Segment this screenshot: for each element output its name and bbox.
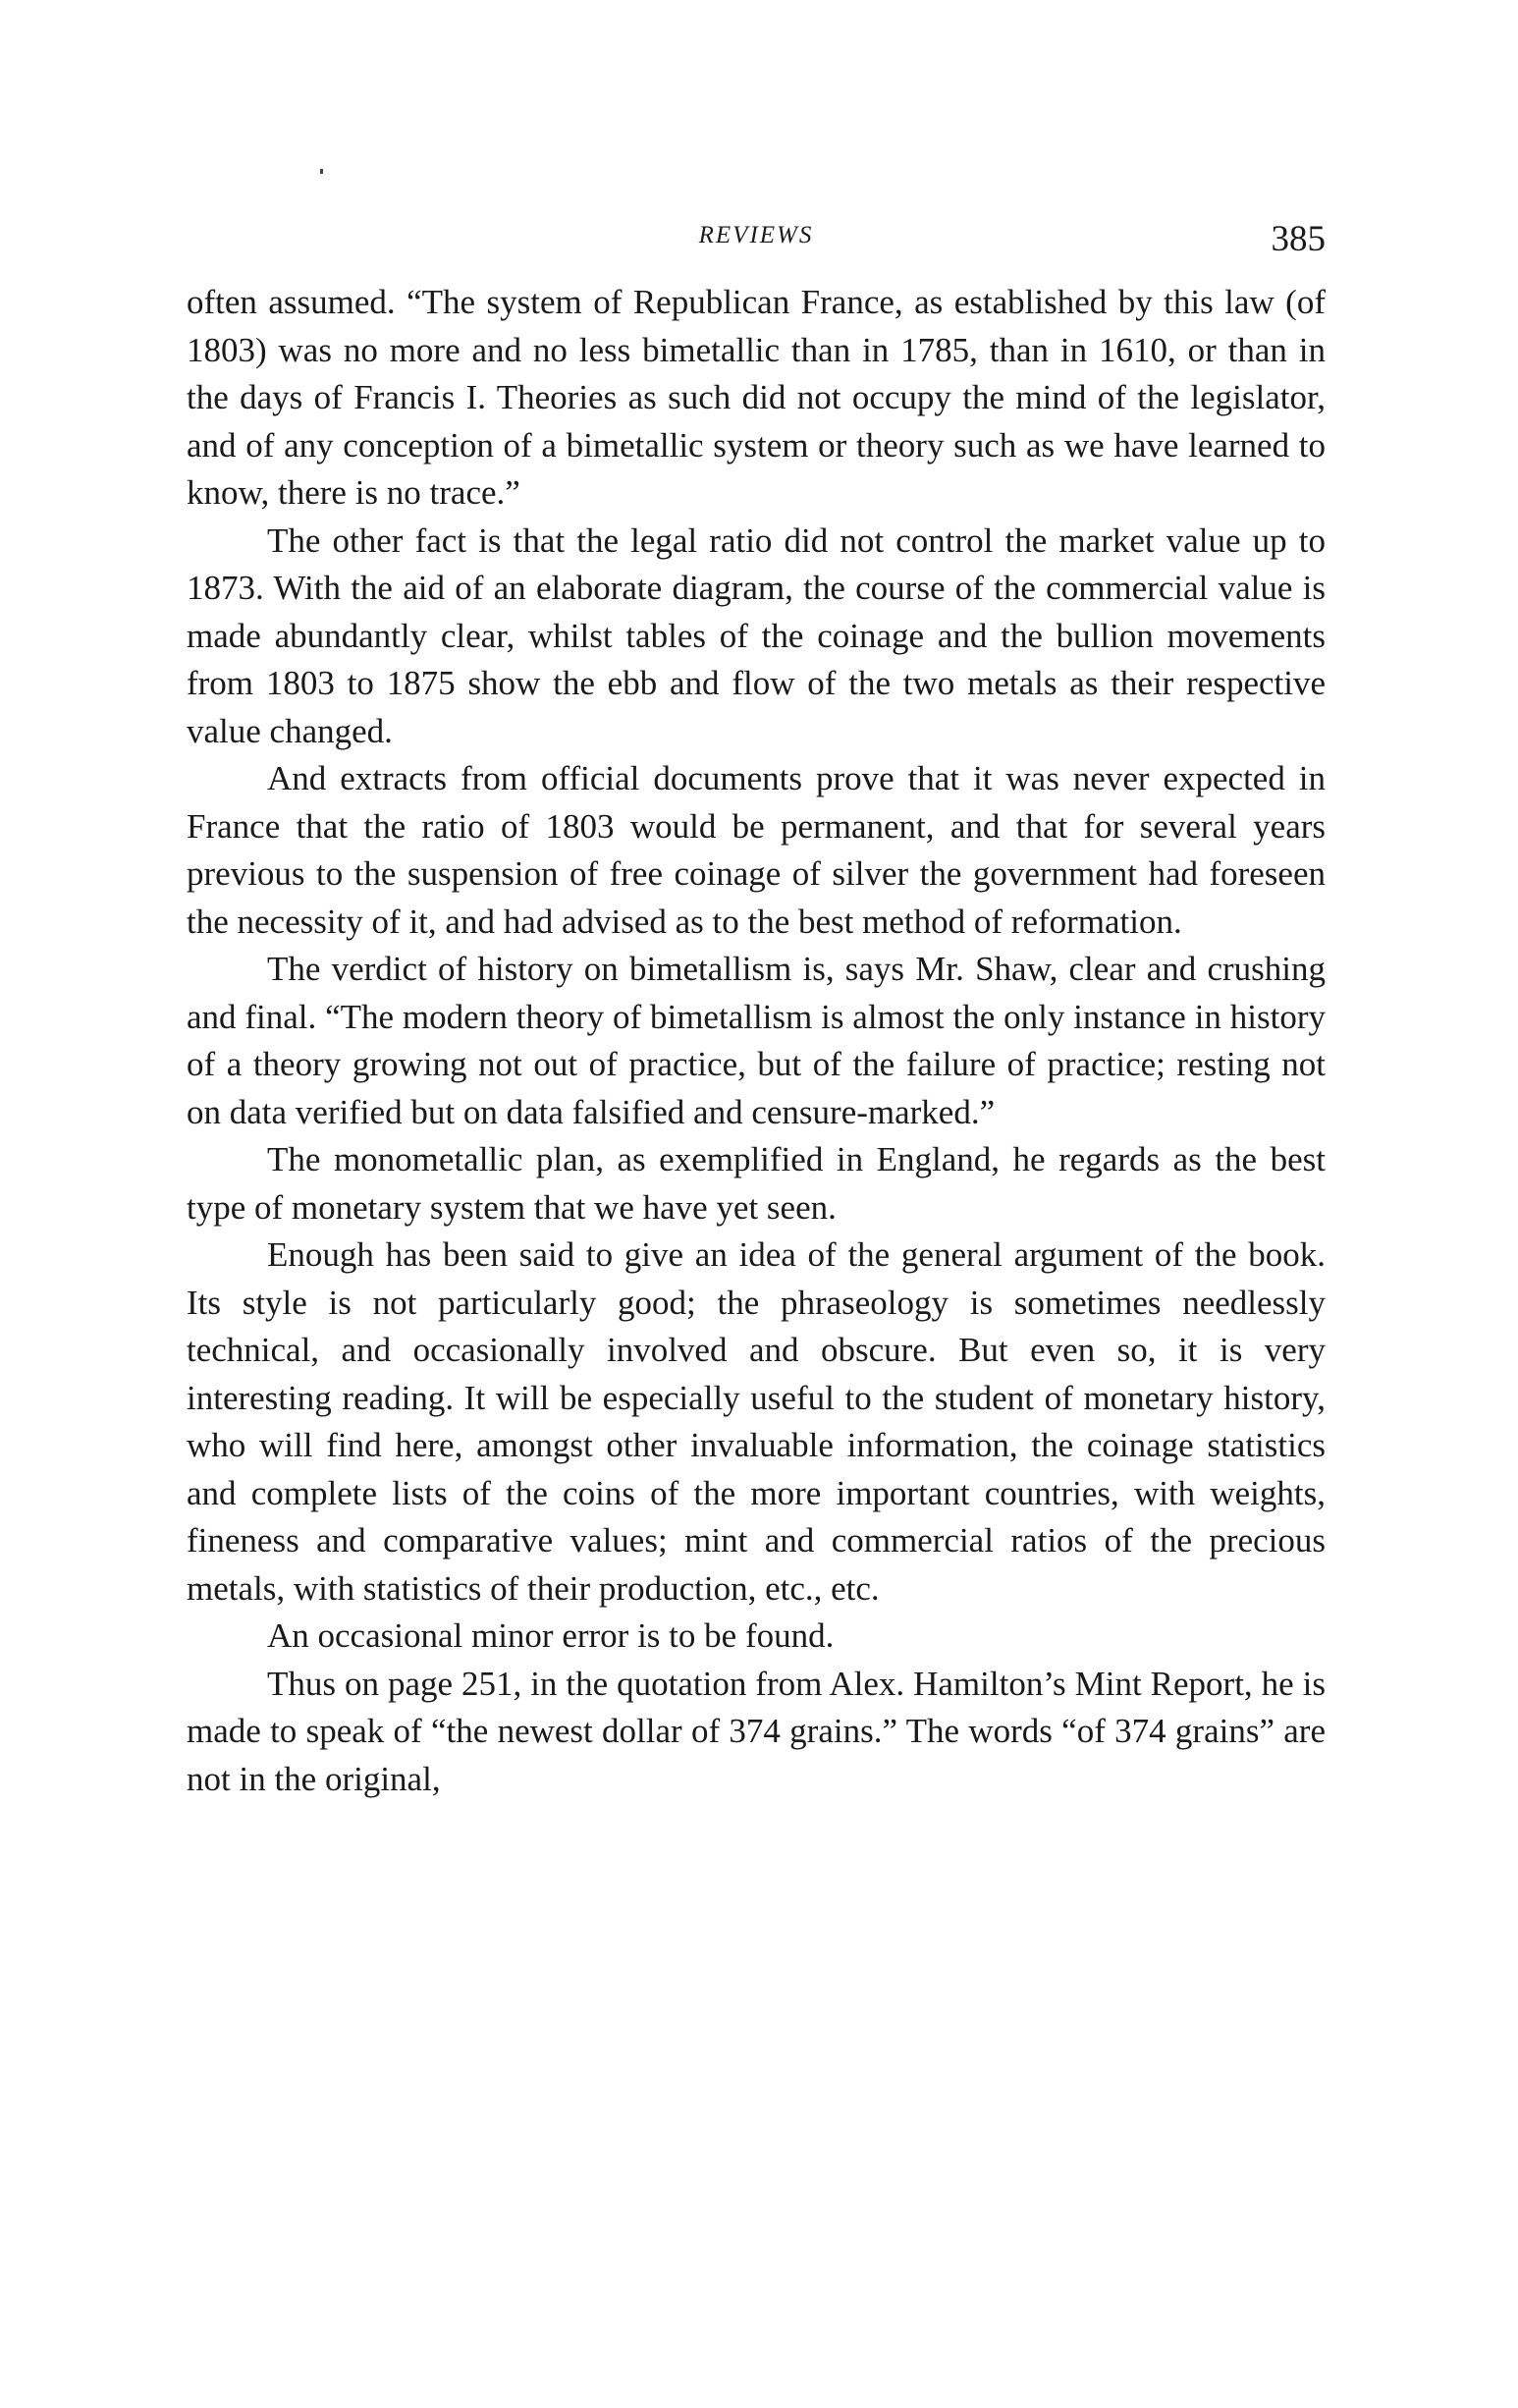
paragraph-8: Thus on page 251, in the quotation from Alex. Hamilton’s Mint Report, he is made to speak of “the newest dollar of 374 grains.” The words “of 374 grains” are not in the original, <box>187 1664 1326 1798</box>
paragraph-6: Enough has been said to give an idea of the general argument of the book. Its style is not particularly good; the phraseology is sometimes needlessly technical, and occasionally involved and obscure. But even so, it is very interesting reading. It will be especially useful to the student of monetary history, who will find here, amongst other invaluable information, the coinage statistics and complete lists of the coins of the more important countries, with weights, fineness and comparative values; mint and commercial ratios of the precious metals, with statistics of their production, etc., etc. <box>187 1235 1326 1608</box>
paragraph-4: The verdict of history on bimetallism is, says Mr. Shaw, clear and crushing and final. “The modern theory of bimetallism is almost the only instance in history of a theory growing not out of practice, but of the failure of practice; resting not on data verified but on data falsified and censure-marked.” <box>187 950 1326 1131</box>
paragraph-3: And extracts from official documents prove that it was never expected in France that the ratio of 1803 would be permanent, and that for several years previous to the suspension of free coinage of silver the government had foreseen the necessity of it, and had advised as to the best method of reformation. <box>187 759 1326 941</box>
paragraph-1: often assumed. “The system of Republican France, as established by this law (of 1803) was no more and no less bimetallic than in 1785, than in 1610, or than in the days of Francis I. Theories as such did not occupy the mind of the legislator, and of any conception of a bimetallic system or theory such as we have learned to know, there is no trace.” <box>187 283 1326 512</box>
page-header <box>187 218 1326 267</box>
print-speck <box>320 169 323 174</box>
paragraph-2: The other fact is that the legal ratio did not control the market value up to 1873. With the aid of an elaborate diagram, the course of the commercial value is made abundantly clear, whilst tables of the coinage and the bullion movements from 1803 to 1875 show the ebb and flow of the two metals as their respective value changed. <box>187 520 1326 750</box>
page-number: 385 <box>1271 219 1326 259</box>
body-text <box>187 279 1326 1803</box>
running-head: REVIEWS <box>698 222 814 248</box>
paragraph-5: The monometallic plan, as exemplified in England, he regards as the best type of monetary system that we have yet seen. <box>187 1140 1326 1227</box>
paragraph-7: An occasional minor error is to be found. <box>267 1616 835 1655</box>
